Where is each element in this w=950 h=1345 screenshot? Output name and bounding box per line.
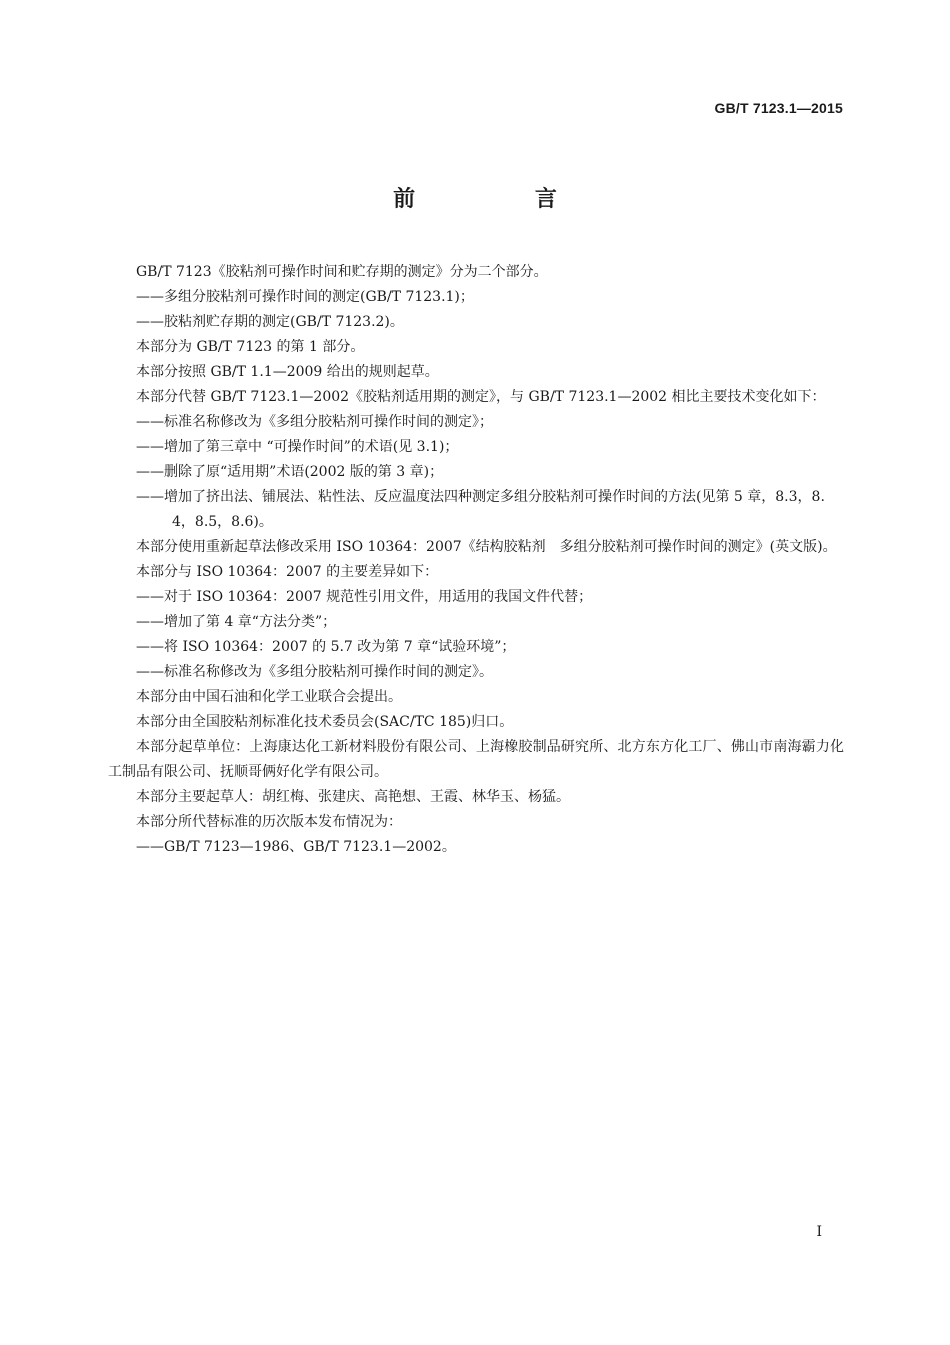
list-item: ——GB/T 7123—1986、GB/T 7123.1—2002。 [136,839,456,855]
list-item: ——将 ISO 10364：2007 的 5.7 改为第 7 章“试验环境”； [136,639,516,655]
paragraph: 本部分主要起草人：胡红梅、张建庆、高艳想、王霞、林华玉、杨猛。 [136,789,570,805]
paragraph: 本部分起草单位：上海康达化工新材料股份有限公司、上海橡胶制品研究所、北方东方化工厂、佛山市南海霸力化工制品有限公司、抚顺哥俩好化学有限公司。 [108,739,844,780]
paragraph: 本部分由中国石油和化学工业联合会提出。 [136,689,402,705]
list-item: ——对于 ISO 10364：2007 规范性引用文件，用适用的我国文件代替； [136,589,593,605]
paragraph: 本部分与 ISO 10364：2007 的主要差异如下： [136,564,439,580]
list-item: ——增加了第 4 章“方法分类”； [136,614,337,630]
list-item: ——增加了挤出法、铺展法、粘性法、反应温度法四种测定多组分胶粘剂可操作时间的方法(见第 5 章，8.3，8.4，8.5，8.6)。 [136,489,825,530]
foreword-body [108,260,844,860]
list-item: ——删除了原“适用期”术语(2002 版的第 3 章)； [136,464,444,480]
paragraph: 本部分代替 GB/T 7123.1—2002《胶粘剂适用期的测定》，与 GB/T 7123.1—2002 相比主要技术变化如下： [136,389,826,405]
paragraph: 本部分为 GB/T 7123 的第 1 部分。 [136,339,365,355]
list-item: ——增加了第三章中 “可操作时间”的术语(见 3.1)； [136,439,459,455]
page-number: I [816,1224,822,1240]
list-item: ——多组分胶粘剂可操作时间的测定(GB/T 7123.1)； [136,289,474,305]
paragraph: GB/T 7123《胶粘剂可操作时间和贮存期的测定》分为二个部分。 [136,264,548,280]
list-item: ——胶粘剂贮存期的测定(GB/T 7123.2)。 [136,314,404,330]
paragraph: 本部分使用重新起草法修改采用 ISO 10364：2007《结构胶粘剂 多组分胶粘剂可操作时间的测定》(英文版)。 [136,539,837,555]
paragraph: 本部分按照 GB/T 1.1—2009 给出的规则起草。 [136,364,439,380]
page-title: 前 言 [393,187,613,212]
list-item: ——标准名称修改为《多组分胶粘剂可操作时间的测定》； [136,414,493,430]
paragraph: 本部分由全国胶粘剂标准化技术委员会(SAC/TC 185)归口。 [136,714,514,730]
list-item: ——标准名称修改为《多组分胶粘剂可操作时间的测定》。 [136,664,493,680]
paragraph: 本部分所代替标准的历次版本发布情况为： [136,814,402,830]
standard-code: GB/T 7123.1—2015 [714,100,843,116]
